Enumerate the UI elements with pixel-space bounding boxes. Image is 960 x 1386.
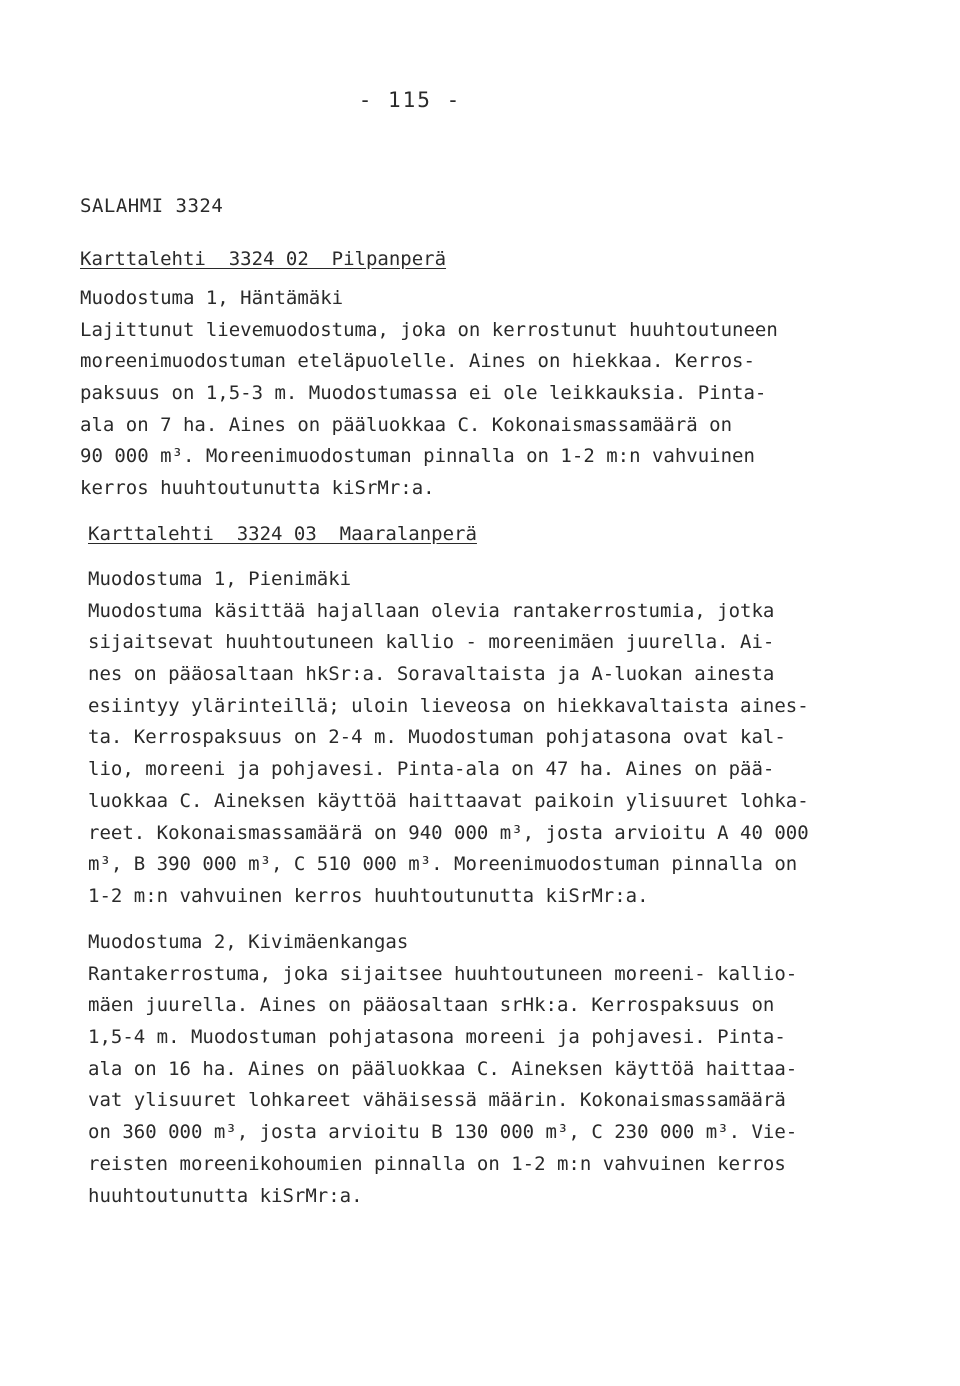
text-line: 1-2 m:n vahvuinen kerros huuhtoutunutta kiSrMr:a.	[88, 884, 649, 907]
formation-title: Muodostuma 1, Pienimäki	[88, 568, 352, 590]
page-number: - 115 -	[358, 88, 462, 112]
map-sheet-title: Karttalehti 3324 02 Pilpanperä	[80, 248, 447, 270]
text-line: Lajittunut lievemuodostuma, joka on kerrostunut huuhtoutuneen	[80, 318, 778, 341]
text-line: luokkaa C. Aineksen käyttöä haittaavat paikoin ylisuuret lohka-	[88, 789, 809, 812]
text-line: Rantakerrostuma, joka sijaitsee huuhtoutuneen moreeni- kallio-	[88, 962, 798, 985]
text-line: Muodostuma käsittää hajallaan olevia rantakerrostumia, jotka	[88, 599, 775, 622]
text-line: sijaitsevat huuhtoutuneen kallio - moreenimäen juurella. Ai-	[88, 631, 775, 654]
text-line: huuhtoutunutta kiSrMr:a.	[88, 1184, 363, 1207]
map-sheet-title: Karttalehti 3324 03 Maaralanperä	[88, 523, 477, 545]
text-line: nes on pääosaltaan hkSr:a. Soravaltaista ja A-luokan ainesta	[88, 663, 775, 686]
text-line: ta. Kerrospaksuus on 2-4 m. Muodostuman pohjatasona ovat kal-	[88, 726, 786, 749]
text-line: kerros huuhtoutunutta kiSrMr:a.	[80, 477, 435, 500]
text-line: lio, moreeni ja pohjavesi. Pinta-ala on 47 ha. Aines on pää-	[88, 758, 775, 781]
text-line: 90 000 m³. Moreenimuodostuman pinnalla on 1-2 m:n vahvuinen	[80, 445, 755, 468]
section-body	[80, 283, 880, 505]
text-line: ala on 7 ha. Aines on pääluokkaa C. Kokonaismassamäärä on	[80, 413, 733, 436]
text-line: m³, B 390 000 m³, C 510 000 m³. Moreenimuodostuman pinnalla on	[88, 853, 798, 876]
formation-title: Muodostuma 2, Kivimäenkangas	[88, 931, 409, 953]
text-line: moreenimuodostuman eteläpuolelle. Aines on hiekkaa. Kerros-	[80, 350, 755, 373]
text-line: ala on 16 ha. Aines on pääluokkaa C. Aineksen käyttöä haittaa-	[88, 1057, 798, 1080]
text-line: reet. Kokonaismassamäärä on 940 000 m³, josta arvioitu A 40 000	[88, 821, 809, 844]
section-body	[88, 927, 888, 1212]
text-line: esiintyy ylärinteillä; uloin lieveosa on hiekkavaltaista aines-	[88, 694, 809, 717]
text-line: 1,5-4 m. Muodostuman pohjatasona moreeni ja pohjavesi. Pinta-	[88, 1026, 786, 1049]
text-line: mäen juurella. Aines on pääosaltaan srHk:a. Kerrospaksuus on	[88, 994, 775, 1017]
formation-title: Muodostuma 1, Häntämäki	[80, 287, 344, 309]
text-line: paksuus on 1,5-3 m. Muodostumassa ei ole leikkauksia. Pinta-	[80, 382, 767, 405]
text-line: on 360 000 m³, josta arvioitu B 130 000 m³, C 230 000 m³. Vie-	[88, 1121, 798, 1144]
text-line: reisten moreenikohoumien pinnalla on 1-2 m:n vahvuinen kerros	[88, 1152, 786, 1175]
text-line: vat ylisuuret lohkareet vähäisessä määrin. Kokonaismassamäärä	[88, 1089, 786, 1112]
document-heading: SALAHMI 3324	[80, 195, 224, 217]
section-body	[88, 564, 888, 913]
